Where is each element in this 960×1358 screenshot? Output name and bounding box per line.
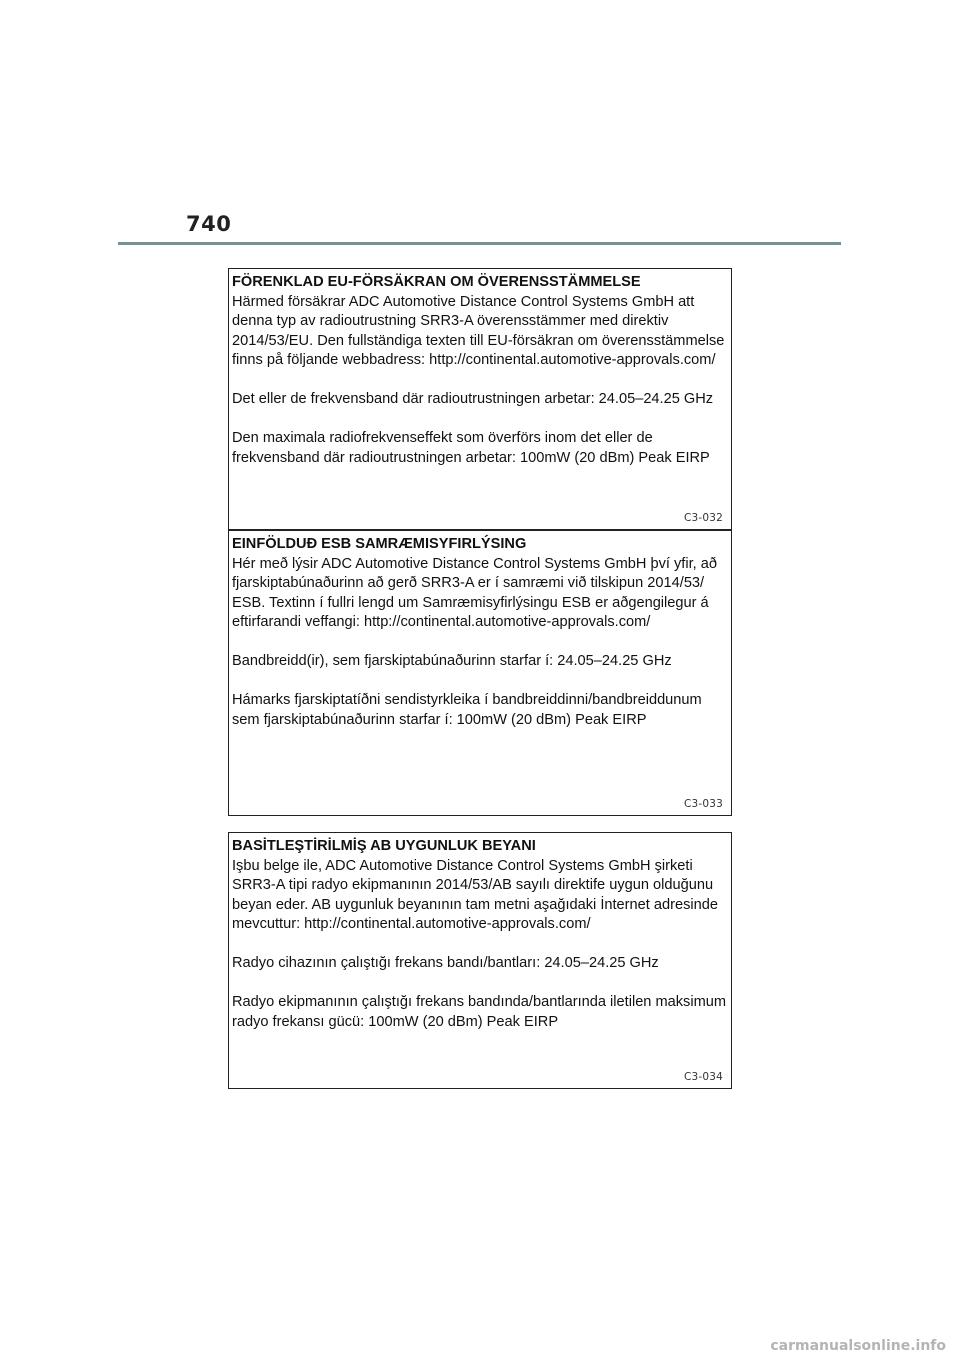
- declaration-text: [232, 273, 727, 468]
- declaration-paragraph: Işbu belge ile, ADC Automotive Distance Control Systems GmbH şirketi SRR3-A tipi radyo ekipmanının 2014/53/AB sayılı direktife uygun olduğunu beyan eder. AB uygunluk beyanının tam metni aşağıdaki İnternet adresinde mevcuttur: http://continental.automotive-approvals.com/: [232, 857, 718, 932]
- declaration-panel-turkish: [228, 832, 732, 1089]
- frequency-band-paragraph: Radyo cihazının çalıştığı frekans bandı/bantları: 24.05–24.25 GHz: [232, 955, 659, 971]
- section-title: BASİTLEŞTİRİLMİŞ AB UYGUNLUK BEYANI: [232, 838, 536, 854]
- max-power-paragraph: Den maximala radiofrekvenseffekt som överförs inom det eller de frekvensband där radioutrustningen arbetar: 100mW (20 dBm) Peak EIRP: [232, 430, 710, 466]
- frequency-band-paragraph: Bandbreidd(ir), sem fjarskiptabúnaðurinn starfar í: 24.05–24.25 GHz: [232, 653, 672, 669]
- max-power-paragraph: Radyo ekipmanının çalıştığı frekans bandında/bantlarında iletilen maksimum radyo frekansı gücü: 100mW (20 dBm) Peak EIRP: [232, 994, 727, 1030]
- declaration-paragraph: Hér með lýsir ADC Automotive Distance Control Systems GmbH því yfir, að fjarskiptabúnaðurinn að gerð SRR3-A er í samræmi við tilskipun 2014/53/ ESB. Textinn í fullri lengd um Samræmisyfirlýsingu ESB er aðgengilegur á eftirfarandi veffangi: http://continental.automotive-approvals.com/: [232, 555, 717, 630]
- declaration-panel-swedish: [228, 268, 732, 530]
- declaration-paragraph: Härmed försäkrar ADC Automotive Distance Control Systems GmbH att denna typ av radioutrustning SRR3-A överensstämmer med direktiv 2014/53/EU. Den fullständiga texten till EU-försäkran om överensstämmelse finns på följande webbadress: http://continental.automotive-approvals.com/: [232, 293, 725, 368]
- page-number: 740: [186, 212, 232, 236]
- figure-code: C3-034: [683, 1071, 723, 1083]
- frequency-band-paragraph: Det eller de frekvensband där radioutrustningen arbetar: 24.05–24.25 GHz: [232, 391, 714, 407]
- section-title: FÖRENKLAD EU-FÖRSÄKRAN OM ÖVERENSSTÄMMELSE: [232, 274, 641, 290]
- figure-code: C3-033: [683, 798, 723, 810]
- declaration-panel-icelandic: [228, 530, 732, 816]
- header-rule: [118, 242, 841, 245]
- section-title: EINFÖLDUÐ ESB SAMRÆMISYFIRLÝSING: [232, 536, 527, 552]
- declaration-text: [232, 535, 727, 730]
- figure-code: C3-032: [683, 512, 723, 524]
- max-power-paragraph: Hámarks fjarskiptatíðni sendistyrkleika í bandbreiddinni/bandbreiddunum sem fjarskiptabúnaðurinn starfar í: 100mW (20 dBm) Peak EIRP: [232, 692, 702, 728]
- declaration-text: [232, 837, 727, 1032]
- footer-watermark: carmanualsonline.info: [770, 1338, 946, 1354]
